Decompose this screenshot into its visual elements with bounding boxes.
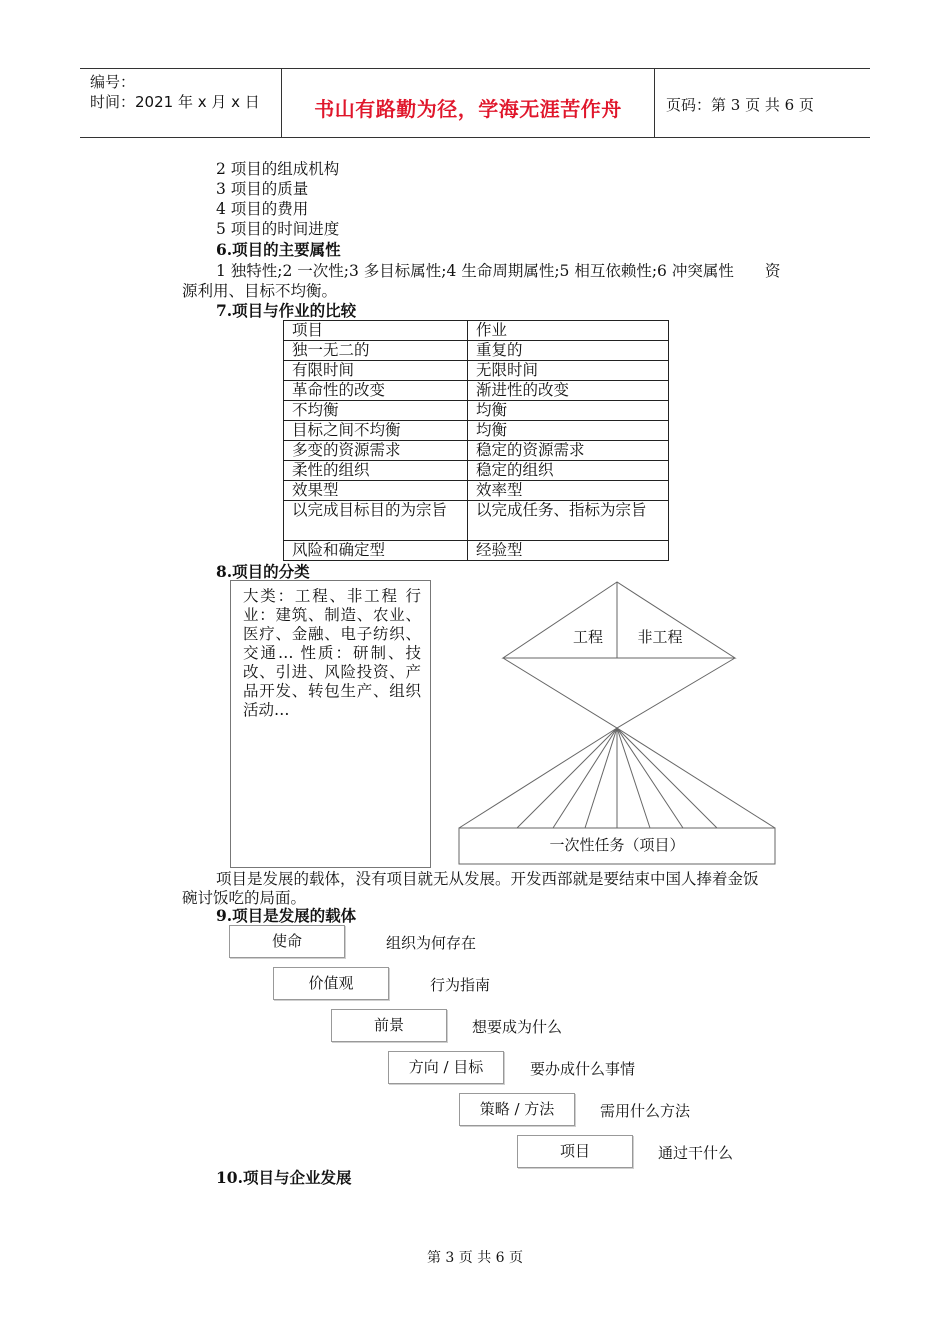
classification-diagram <box>455 580 780 870</box>
document-date: 时间：2021 年 x 月 x 日 <box>90 93 260 111</box>
section-6-text: 源利用、目标不均衡。 <box>182 282 338 300</box>
ray-line <box>617 728 683 828</box>
ray-line <box>459 728 617 828</box>
flow-desc: 要办成什么事情 <box>530 1060 636 1078</box>
table-cell: 经验型 <box>468 541 669 561</box>
flow-desc: 组织为何存在 <box>386 934 477 952</box>
header-page-number: 页码：第 3 页 共 6 页 <box>666 96 814 114</box>
flow-box-values: 价值观 <box>273 967 389 1000</box>
table-cell: 均衡 <box>468 401 669 421</box>
table-cell: 渐进性的改变 <box>468 381 669 401</box>
page-footer: 第 3 页 共 6 页 <box>426 1250 524 1266</box>
table-row <box>284 341 669 361</box>
table-cell: 效果型 <box>284 481 468 501</box>
flow-desc: 想要成为什么 <box>472 1018 563 1036</box>
ray-line <box>585 728 617 828</box>
ray-line <box>553 728 617 828</box>
table-row <box>284 461 669 481</box>
section-9-title: 9.项目是发展的载体 <box>216 906 357 925</box>
table-row <box>284 321 669 341</box>
flow-box-strategy: 策略 / 方法 <box>459 1093 575 1126</box>
section-8-title: 8.项目的分类 <box>216 562 310 581</box>
table-row <box>284 481 669 501</box>
flow-desc: 行为指南 <box>430 976 491 994</box>
table-row <box>284 381 669 401</box>
table-cell: 风险和确定型 <box>284 541 468 561</box>
section-6-text: 1 独特性;2 一次性;3 多目标属性;4 生命周期属性;5 相互依赖性;6 冲突属性 资 <box>216 262 781 280</box>
classification-text: 大类：工程、非工程 行业：建筑、制造、农业、医疗、金融、电子纺织、交通… 性质：研制、技改、引进、风险投资、产品开发、转包生产、组织活动… <box>243 587 421 719</box>
header-divider <box>654 69 655 137</box>
list-item: 4 项目的费用 <box>216 200 309 218</box>
flow-box-project: 项目 <box>517 1135 633 1168</box>
page-header <box>80 68 870 138</box>
table-cell: 作业 <box>468 321 669 341</box>
flow-box-vision: 前景 <box>331 1009 447 1042</box>
list-item: 5 项目的时间进度 <box>216 220 340 238</box>
paragraph: 碗讨饭吃的局面。 <box>182 889 307 907</box>
ray-line <box>617 728 717 828</box>
table-cell: 项目 <box>284 321 468 341</box>
diagram-label-non-engineering: 非工程 <box>637 628 683 646</box>
table-cell: 稳定的资源需求 <box>468 441 669 461</box>
header-meta <box>90 72 260 112</box>
table-cell: 柔性的组织 <box>284 461 468 481</box>
diagram-base-label: 一次性任务（项目） <box>549 836 685 854</box>
flow-box-direction: 方向 / 目标 <box>388 1051 504 1084</box>
list-item: 2 项目的组成机构 <box>216 160 340 178</box>
section-10-title: 10.项目与企业发展 <box>216 1168 352 1187</box>
table-cell: 重复的 <box>468 341 669 361</box>
paragraph: 项目是发展的载体，没有项目就无从发展。开发西部就是要结束中国人捧着金饭 <box>216 870 759 888</box>
table-cell: 以完成目标目的为宗旨 <box>284 501 468 541</box>
top-triangle <box>503 582 735 658</box>
diagram-label-engineering: 工程 <box>572 628 604 646</box>
table-row <box>284 401 669 421</box>
list-item: 3 项目的质量 <box>216 180 309 198</box>
document-number: 编号： <box>90 73 136 91</box>
table-cell: 效率型 <box>468 481 669 501</box>
table-row <box>284 441 669 461</box>
table-cell: 独一无二的 <box>284 341 468 361</box>
comparison-table <box>283 320 669 561</box>
table-row <box>284 361 669 381</box>
table-row <box>284 501 669 541</box>
header-motto: 书山有路勤为径，学海无涯苦作舟 <box>314 97 622 121</box>
ray-line <box>517 728 617 828</box>
ray-line <box>617 728 775 828</box>
ray-line <box>617 728 650 828</box>
table-cell: 不均衡 <box>284 401 468 421</box>
flow-desc: 需用什么方法 <box>600 1102 691 1120</box>
table-cell: 有限时间 <box>284 361 468 381</box>
table-cell: 革命性的改变 <box>284 381 468 401</box>
table-cell: 目标之间不均衡 <box>284 421 468 441</box>
flow-desc: 通过干什么 <box>658 1144 734 1162</box>
table-row <box>284 541 669 561</box>
table-cell: 稳定的组织 <box>468 461 669 481</box>
section-6-title: 6.项目的主要属性 <box>216 240 341 259</box>
table-cell: 多变的资源需求 <box>284 441 468 461</box>
table-cell: 以完成任务、指标为宗旨 <box>468 501 669 541</box>
flow-box-mission: 使命 <box>229 925 345 958</box>
lower-rays <box>503 658 735 728</box>
table-row <box>284 421 669 441</box>
classification-box <box>230 580 431 868</box>
table-cell: 均衡 <box>468 421 669 441</box>
table-cell: 无限时间 <box>468 361 669 381</box>
section-7-title: 7.项目与作业的比较 <box>216 301 357 320</box>
